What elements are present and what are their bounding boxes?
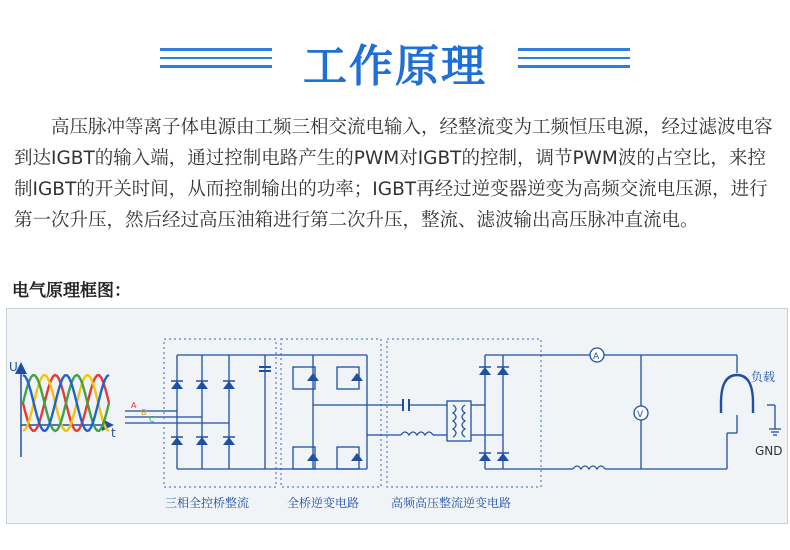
- diagram-heading: 电气原理框图：: [12, 281, 131, 301]
- rectifier-label: 三相全控桥整流: [165, 496, 250, 510]
- phase-wave-c: [23, 375, 109, 431]
- circuit-diagram: [6, 308, 788, 524]
- title-decoration-left: [160, 48, 272, 74]
- phase-inputs: [125, 401, 169, 424]
- rectifier-block: [164, 339, 276, 510]
- ammeter-label: A: [593, 352, 600, 362]
- t-axis-label: t: [111, 426, 116, 440]
- hv-rectifier-label: 高频高压整流逆变电路: [391, 496, 512, 510]
- circuit-svg: [7, 309, 787, 523]
- phase-label-c: C: [149, 415, 155, 424]
- phase-label-b: B: [141, 408, 147, 417]
- hv-rectifier-block: [387, 339, 597, 510]
- u-axis-label: U: [9, 360, 18, 374]
- page-title: 工作原理: [303, 41, 487, 92]
- coupling-components: [401, 399, 471, 441]
- output-stage: [567, 355, 781, 469]
- waveform-plot: [9, 360, 116, 457]
- inverter-label: 全桥逆变电路: [287, 496, 360, 510]
- voltmeter: [634, 406, 648, 420]
- load-label: 负载: [751, 370, 776, 384]
- gnd-label: GND: [755, 444, 783, 458]
- inverter-block: [265, 339, 401, 510]
- voltmeter-label: V: [637, 410, 644, 420]
- phase-label-a: A: [131, 401, 137, 410]
- ammeter: [590, 348, 604, 362]
- title-decoration-right: [518, 48, 630, 74]
- intro-paragraph: 高压脉冲等离子体电源由工频三相交流电输入，经整流变为工频恒压电源，经过滤波电容到达IGBT的输入端，通过控制电路产生的PWM对IGBT的控制，调节PWM波的占空比，来控制IGBT的开关时间，从而控制输出的功率；IGBT再经过逆变器逆变为高频交流电压源，进行第一次升压，然后经过高压油箱进行第二次升压，整流、滤波输出高压脉冲直流电。: [14, 117, 773, 231]
- title-area: [0, 28, 790, 92]
